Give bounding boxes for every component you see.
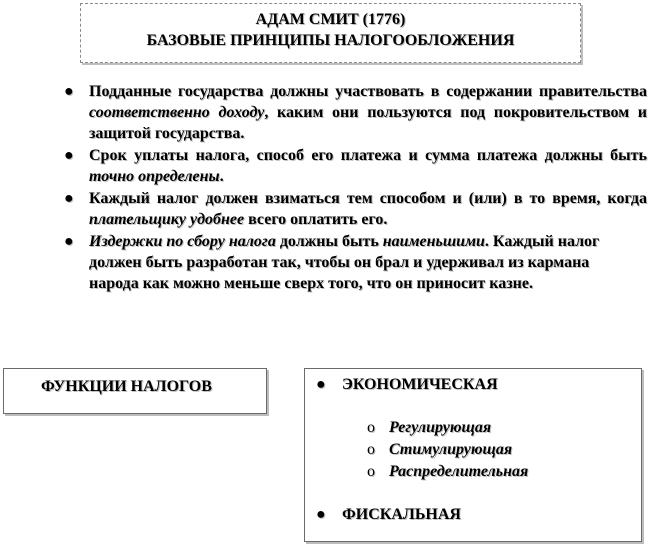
bullet-dot-icon: ● [64, 147, 74, 164]
principle-item [62, 188, 647, 230]
economic-sub-label: Распределительная [389, 463, 529, 480]
bullet-dot-icon: ● [316, 376, 326, 393]
principle-emphasis: плательщику удобнее [89, 211, 245, 228]
title-box [80, 3, 581, 63]
hollow-circle-bullet-icon: o [367, 419, 375, 436]
principle-text: . Каждый налог должен быть разработан так, чтобы он брал и удерживал из кармана народа как можно меньше сверх того, что он приносит казне. [89, 233, 600, 292]
principles-list [62, 81, 647, 295]
functions-title-box [3, 368, 267, 414]
principle-emphasis: Издержки по сбору налога [89, 233, 276, 250]
principle-emphasis: соответственно доходу [89, 104, 265, 121]
principle-item [62, 145, 647, 187]
function-economic-label: ЭКОНОМИЧЕСКАЯ [342, 376, 498, 393]
principle-emphasis: наименьшими [382, 233, 485, 250]
function-fiscal-label: ФИСКАЛЬНАЯ [342, 506, 461, 523]
title-line-2: БАЗОВЫЕ ПРИНЦИПЫ НАЛОГООБЛОЖЕНИЯ [146, 32, 515, 49]
principle-text: , каким они пользуются под покровительством и защитой государства. [89, 104, 648, 142]
principle-text: должны быть [275, 233, 383, 250]
title-line-1: АДАМ СМИТ (1776) [255, 11, 406, 28]
bullet-dot-icon: ● [64, 233, 74, 250]
economic-sub-item [367, 419, 492, 437]
principle-text: Подданные государства должны участвовать в содержании правительства [89, 83, 647, 100]
functions-types-box [304, 368, 642, 542]
principle-text: . [219, 168, 224, 185]
hollow-circle-bullet-icon: o [367, 463, 375, 480]
principle-text: Каждый налог должен взиматься тем способом и (или) в то время, когда [89, 190, 647, 207]
bullet-dot-icon: ● [64, 190, 74, 207]
economic-sub-label: Стимулирующая [389, 441, 513, 458]
principle-emphasis: точно определены [89, 168, 220, 185]
principle-item [62, 231, 619, 294]
economic-sub-label: Регулирующая [389, 419, 492, 436]
functions-title: ФУНКЦИИ НАЛОГОВ [41, 378, 212, 395]
economic-sub-item [367, 441, 513, 459]
principle-item [62, 81, 647, 144]
bullet-dot-icon: ● [64, 83, 74, 100]
principle-text: всего оплатить его. [244, 211, 388, 228]
function-fiscal [316, 506, 461, 524]
bullet-dot-icon: ● [316, 506, 326, 523]
economic-sub-item [367, 463, 529, 481]
hollow-circle-bullet-icon: o [367, 441, 375, 458]
function-economic [316, 376, 498, 394]
principle-text: Срок уплаты налога, способ его платежа и сумма платежа должны быть [89, 147, 647, 164]
